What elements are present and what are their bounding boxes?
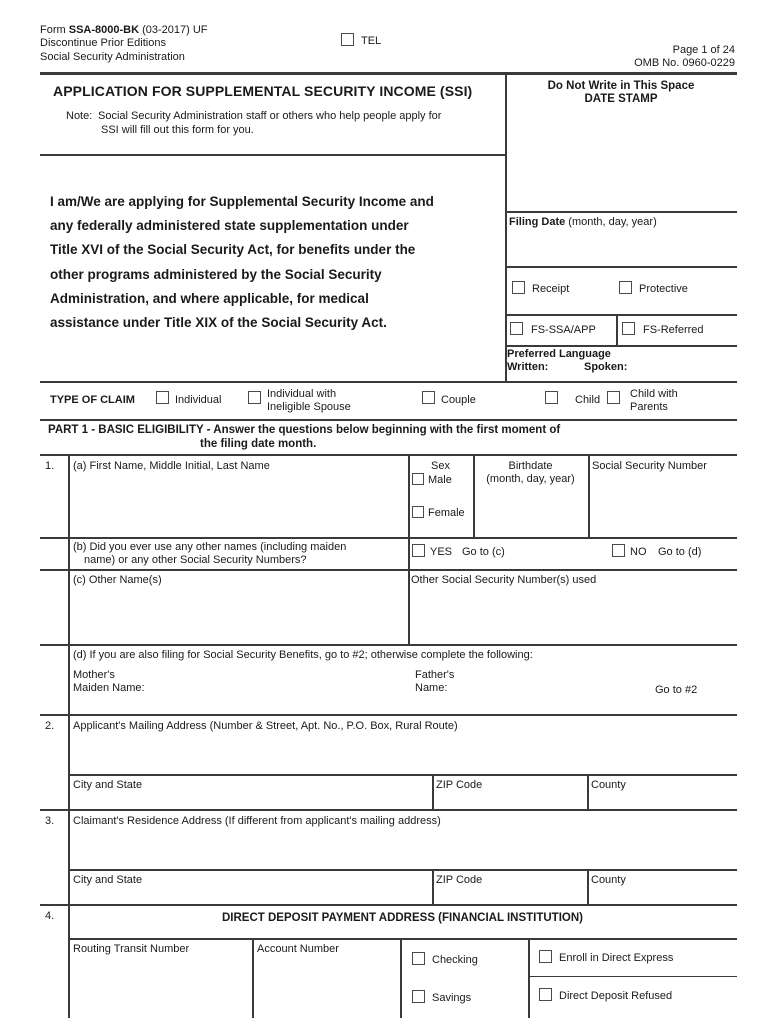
border-line bbox=[68, 869, 737, 871]
q1-number: 1. bbox=[45, 460, 55, 472]
border-line bbox=[432, 869, 434, 905]
claim-child-checkbox[interactable] bbox=[545, 391, 558, 404]
mailing-address-field[interactable] bbox=[73, 736, 723, 772]
applying-statement: I am/We are applying for Supplemental Security Income and any federally administered state supplementation under Title XVI of the Social Security Act, for benefits under the other programs administered by the Social Security Administration, and where applicable, for medical assistance under Title XIX of the Social Security Act. bbox=[50, 194, 434, 331]
spoken-label: Spoken: bbox=[584, 361, 628, 373]
filing-date-label: Filing Date (month, day, year) bbox=[509, 216, 657, 228]
routing-number-label: Routing Transit Number bbox=[73, 943, 190, 955]
discontinue-note: Discontinue Prior Editions bbox=[40, 37, 166, 49]
mailing-city-state-field[interactable] bbox=[160, 779, 420, 807]
written-label: Written: bbox=[507, 361, 549, 373]
other-names-no-label: NO bbox=[630, 546, 647, 558]
savings-label: Savings bbox=[432, 992, 472, 1004]
border-line bbox=[400, 938, 402, 1018]
claim-couple-label: Couple bbox=[441, 394, 476, 406]
border-line bbox=[40, 72, 737, 75]
sex-female-label: Female bbox=[428, 507, 465, 519]
border-line bbox=[68, 774, 737, 776]
other-names-yes-label: YES bbox=[430, 546, 453, 558]
fs-ssa-app-checkbox[interactable] bbox=[510, 322, 523, 335]
q3-county-label: County bbox=[591, 874, 626, 886]
other-names-yes-checkbox[interactable] bbox=[412, 544, 425, 557]
q2-city-state-label: City and State bbox=[73, 779, 143, 791]
q3-label: Claimant's Residence Address (If different from applicant's mailing address) bbox=[73, 815, 441, 827]
agency-name: Social Security Administration bbox=[40, 51, 185, 63]
q1-goto2-label: Go to #2 bbox=[655, 684, 698, 696]
border-line bbox=[505, 266, 737, 268]
q1b-label-line1: (b) Did you ever use any other names (including maiden bbox=[73, 541, 347, 553]
border-line bbox=[252, 938, 254, 1018]
border-line bbox=[68, 938, 737, 940]
ssn-field[interactable] bbox=[592, 476, 732, 531]
q4-header: DIRECT DEPOSIT PAYMENT ADDRESS (FINANCIAL INSTITUTION) bbox=[222, 912, 583, 924]
enroll-direct-express-checkbox[interactable] bbox=[539, 950, 552, 963]
q2-zip-label: ZIP Code bbox=[436, 779, 483, 791]
fathers-label-line1: Father's bbox=[415, 669, 455, 681]
account-number-label: Account Number bbox=[257, 943, 339, 955]
border-line bbox=[432, 774, 434, 810]
border-line bbox=[528, 938, 530, 1018]
border-line bbox=[40, 569, 737, 571]
residence-zip-field[interactable] bbox=[490, 874, 580, 902]
q2-county-label: County bbox=[591, 779, 626, 791]
other-names-no-checkbox[interactable] bbox=[612, 544, 625, 557]
border-line bbox=[505, 314, 737, 316]
border-line bbox=[40, 809, 737, 811]
border-line bbox=[40, 154, 506, 156]
fathers-label-line2: Name: bbox=[415, 682, 448, 694]
claim-child-with-parents-label: Child with Parents bbox=[630, 388, 678, 413]
tel-checkbox[interactable] bbox=[341, 33, 354, 46]
border-line bbox=[40, 714, 737, 716]
residence-county-field[interactable] bbox=[635, 874, 730, 902]
q3-zip-label: ZIP Code bbox=[436, 874, 483, 886]
other-names-yes-goto: Go to (c) bbox=[462, 546, 505, 558]
checking-label: Checking bbox=[432, 954, 478, 966]
fs-referred-checkbox[interactable] bbox=[622, 322, 635, 335]
date-stamp-label: DATE STAMP bbox=[584, 93, 658, 105]
fathers-name-field[interactable] bbox=[460, 680, 610, 695]
form-number-line: Form SSA-8000-BK (03-2017) UF bbox=[40, 24, 208, 36]
border-line bbox=[40, 904, 737, 906]
q2-number: 2. bbox=[45, 720, 55, 732]
filing-date-field[interactable] bbox=[509, 232, 733, 262]
claim-child-label: Child bbox=[575, 394, 601, 406]
border-line bbox=[587, 774, 589, 810]
omb-number: OMB No. 0960-0229 bbox=[634, 57, 735, 69]
fs-ssa-app-label: FS-SSA/APP bbox=[531, 324, 596, 336]
border-line bbox=[68, 454, 70, 1018]
birthdate-label-line1: Birthdate bbox=[508, 460, 553, 472]
other-names-field[interactable] bbox=[73, 590, 403, 640]
claim-individual-checkbox[interactable] bbox=[156, 391, 169, 404]
claim-couple-checkbox[interactable] bbox=[422, 391, 435, 404]
type-of-claim-label: TYPE OF CLAIM bbox=[50, 394, 135, 406]
protective-label: Protective bbox=[639, 283, 688, 295]
ssn-label: Social Security Number bbox=[592, 460, 707, 472]
q3-number: 3. bbox=[45, 815, 55, 827]
mothers-maiden-name-field[interactable] bbox=[150, 680, 330, 695]
do-not-write-label: Do Not Write in This Space bbox=[547, 80, 695, 92]
note-label: Note: bbox=[66, 110, 93, 122]
mailing-zip-field[interactable] bbox=[490, 779, 580, 807]
border-line bbox=[40, 381, 737, 383]
checking-checkbox[interactable] bbox=[412, 952, 425, 965]
claim-child-with-parents-checkbox[interactable] bbox=[607, 391, 620, 404]
q1b-label-line2: name) or any other Social Security Numbers? bbox=[84, 554, 307, 566]
q1d-label: (d) If you are also filing for Social Security Benefits, go to #2; otherwise complete the following: bbox=[73, 649, 533, 661]
claim-individual-ineligible-spouse-label: Individual with Ineligible Spouse bbox=[267, 388, 351, 413]
protective-checkbox[interactable] bbox=[619, 281, 632, 294]
note-line1: Social Security Administration staff or others who help people apply for bbox=[98, 110, 442, 122]
sex-label: Sex bbox=[431, 460, 450, 472]
receipt-label: Receipt bbox=[532, 283, 570, 295]
sex-female-checkbox[interactable] bbox=[412, 506, 424, 518]
border-line bbox=[40, 454, 737, 456]
preferred-language-label: Preferred Language bbox=[507, 348, 611, 360]
other-ssns-field[interactable] bbox=[411, 590, 731, 640]
border-line bbox=[505, 345, 737, 347]
fs-referred-label: FS-Referred bbox=[643, 324, 704, 336]
other-names-no-goto: Go to (d) bbox=[658, 546, 702, 558]
border-line bbox=[616, 314, 618, 345]
routing-number-field[interactable] bbox=[73, 959, 248, 1014]
account-number-field[interactable] bbox=[257, 959, 397, 1014]
part1-heading-line1: PART 1 - BASIC ELIGIBILITY - Answer the questions below beginning with the first moment of bbox=[48, 424, 561, 436]
q1a-label: (a) First Name, Middle Initial, Last Name bbox=[73, 460, 270, 472]
enroll-direct-express-label: Enroll in Direct Express bbox=[559, 952, 674, 964]
sex-male-label: Male bbox=[428, 474, 452, 486]
claim-individual-ineligible-spouse-checkbox[interactable] bbox=[248, 391, 261, 404]
tel-label: TEL bbox=[361, 35, 382, 47]
border-line bbox=[40, 644, 737, 646]
border-line bbox=[505, 211, 737, 213]
name-field[interactable] bbox=[73, 476, 403, 531]
spoken-language-field[interactable] bbox=[630, 361, 730, 375]
border-line bbox=[587, 869, 589, 905]
border-line bbox=[40, 537, 737, 539]
page-number: Page 1 of 24 bbox=[672, 44, 735, 56]
receipt-checkbox[interactable] bbox=[512, 281, 525, 294]
sex-male-checkbox[interactable] bbox=[412, 473, 424, 485]
part1-heading-line2: the filing date month. bbox=[200, 438, 317, 450]
direct-deposit-refused-checkbox[interactable] bbox=[539, 988, 552, 1001]
q1c-label: (c) Other Name(s) bbox=[73, 574, 162, 586]
birthdate-label-line2: (month, day, year) bbox=[486, 473, 575, 485]
note-line2: SSI will fill out this form for you. bbox=[101, 124, 254, 136]
q4-number: 4. bbox=[45, 910, 55, 922]
q3-city-state-label: City and State bbox=[73, 874, 143, 886]
birthdate-field[interactable] bbox=[477, 492, 584, 532]
q1c-right-label: Other Social Security Number(s) used bbox=[411, 574, 597, 586]
border-line bbox=[40, 419, 737, 421]
written-language-field[interactable] bbox=[552, 361, 580, 375]
savings-checkbox[interactable] bbox=[412, 990, 425, 1003]
residence-city-state-field[interactable] bbox=[160, 874, 420, 902]
mothers-label-line2: Maiden Name: bbox=[73, 682, 145, 694]
direct-deposit-refused-label: Direct Deposit Refused bbox=[559, 990, 673, 1002]
claim-individual-label: Individual bbox=[175, 394, 222, 406]
border-line bbox=[588, 454, 590, 538]
border-line bbox=[408, 454, 410, 645]
mailing-county-field[interactable] bbox=[635, 779, 730, 807]
mothers-label-line1: Mother's bbox=[73, 669, 115, 681]
residence-address-field[interactable] bbox=[73, 831, 723, 865]
border-line bbox=[528, 976, 737, 977]
date-stamp-area[interactable] bbox=[507, 108, 735, 208]
form-title: APPLICATION FOR SUPPLEMENTAL SECURITY INCOME (SSI) bbox=[53, 83, 473, 99]
q2-label: Applicant's Mailing Address (Number & Street, Apt. No., P.O. Box, Rural Route) bbox=[73, 720, 458, 732]
